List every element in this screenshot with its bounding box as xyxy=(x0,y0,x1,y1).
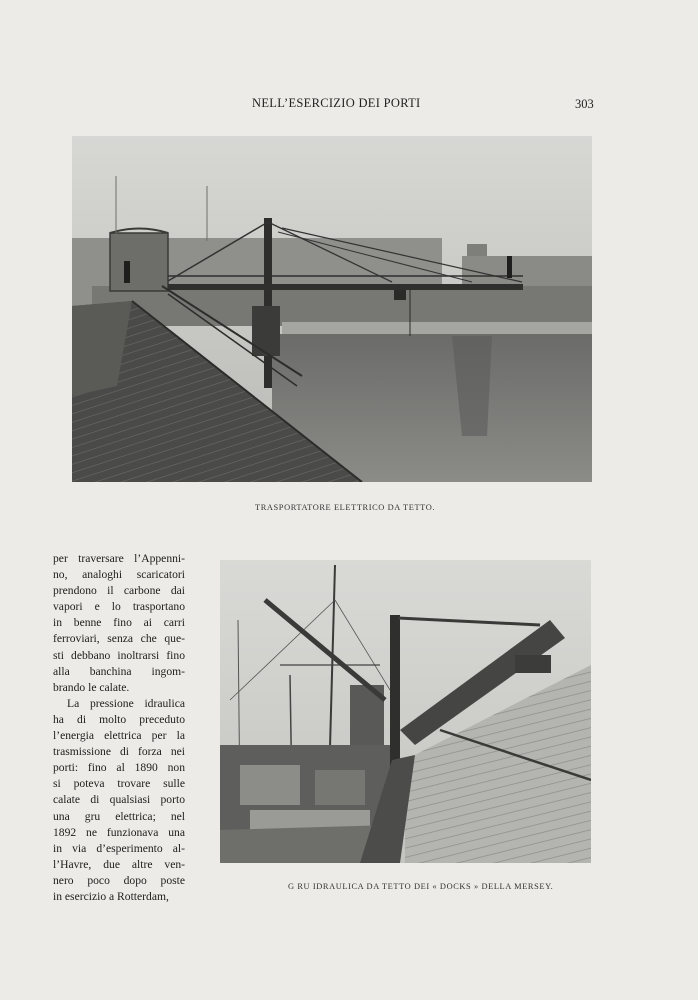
figure-caption: G RU IDRAULICA DA TETTO DEI « DOCKS » DELLA MERSEY. xyxy=(288,882,554,891)
text-line: una gru elettrica; nel xyxy=(53,809,185,823)
text-line: calate di qualsiasi porto xyxy=(53,793,185,807)
text-line: l’energia elettrica per la xyxy=(53,729,185,743)
text-line: ferroviari, senza che que- xyxy=(53,632,185,646)
body-text-column xyxy=(53,551,185,905)
page-number: 303 xyxy=(575,97,594,111)
text-line: brando le calate. xyxy=(53,680,130,694)
text-line: l’Havre, due altre ven- xyxy=(53,857,185,871)
text-line: porti: fino al 1890 non xyxy=(53,761,185,775)
text-line: si poteva trovare sulle xyxy=(53,777,185,791)
text-line: sti debbano inoltrarsi fino xyxy=(53,648,185,662)
text-line: in via d’esperimento al- xyxy=(53,841,185,855)
text-line: in esercizio a Rotterdam, xyxy=(53,889,169,903)
text-line: per traversare l’Appenni- xyxy=(53,552,185,565)
text-line: trasmissione di forza nei xyxy=(53,745,185,759)
text-line: no, analoghi scaricatori xyxy=(53,568,185,582)
text-line: La pressione idraulica xyxy=(67,696,185,710)
text-line: alla banchina ingom- xyxy=(53,664,185,678)
running-title: NELL’ESERCIZIO DEI PORTI xyxy=(252,96,421,110)
photo-electric-roof-transporter xyxy=(72,136,592,482)
text-line: vapori e lo trasportano xyxy=(53,600,185,614)
text-line: 1892 ne funzionava una xyxy=(53,825,185,839)
figure-caption: TRASPORTATORE ELETTRICO DA TETTO. xyxy=(255,503,436,512)
text-line: nero poco dopo poste xyxy=(53,873,185,887)
photo-hydraulic-roof-crane xyxy=(220,560,591,863)
text-line: in benne fino ai carri xyxy=(53,616,185,630)
text-line: prendono il carbone dai xyxy=(53,584,185,598)
text-line: ha di molto preceduto xyxy=(53,712,185,726)
